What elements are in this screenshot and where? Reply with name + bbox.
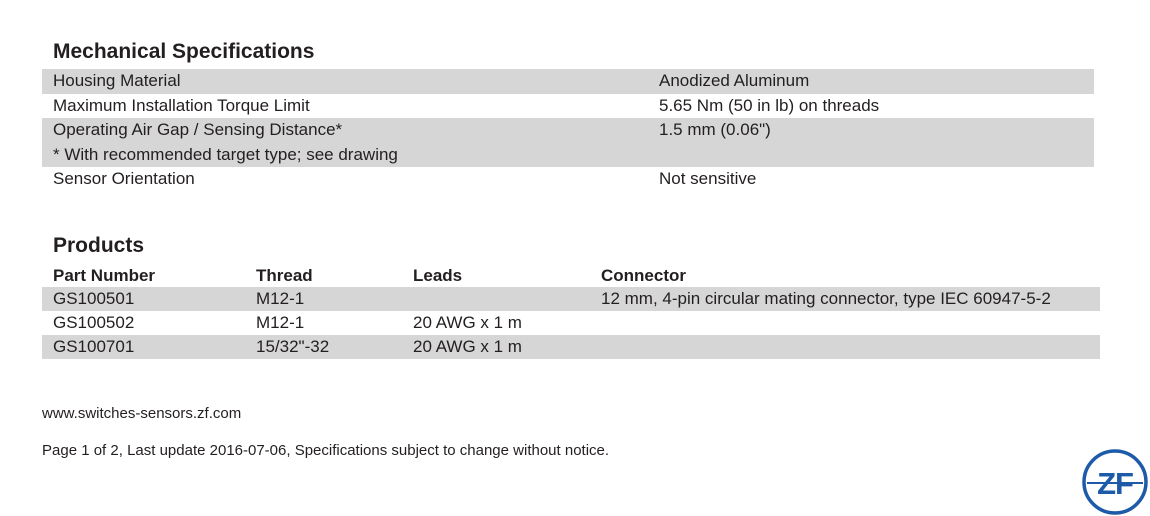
products-table (42, 265, 1100, 359)
thread-cell: 15/32"-32 (256, 337, 330, 356)
page-info: Page 1 of 2, Last update 2016-07-06, Specifications subject to change without notice. (42, 442, 610, 459)
part-number-cell: GS100502 (53, 313, 135, 332)
connector-cell (590, 335, 1100, 359)
spec-row-sensor-orientation (42, 167, 1094, 192)
spec-row-torque-limit (42, 94, 1094, 119)
mechanical-specifications-title: Mechanical Specifications (53, 40, 315, 63)
spec-footnote: * With recommended target type; see drawing (53, 144, 398, 164)
product-row (42, 335, 1100, 359)
mechanical-specifications-table (42, 69, 1094, 192)
product-row (42, 287, 1100, 311)
website-link[interactable]: www.switches-sensors.zf.com (42, 405, 242, 422)
thread-cell: M12-1 (256, 289, 305, 308)
spec-label: Sensor Orientation (53, 169, 195, 188)
spec-value: 5.65 Nm (50 in lb) on threads (659, 95, 880, 115)
spec-value: 1.5 mm (0.06") (659, 120, 771, 139)
spec-label-group (42, 118, 659, 167)
connector-cell (590, 311, 1100, 335)
spec-label: Housing Material (53, 71, 181, 90)
logo-text: ZF (1097, 466, 1133, 501)
column-header-thread: Thread (256, 266, 313, 285)
spec-row-air-gap (42, 118, 1094, 167)
products-header-row (42, 265, 1100, 287)
products-title: Products (53, 234, 145, 257)
leads-cell: 20 AWG x 1 m (413, 337, 522, 356)
spec-value: Not sensitive (659, 169, 757, 188)
spec-value: Anodized Aluminum (659, 71, 810, 90)
spec-label: Operating Air Gap / Sensing Distance* (53, 120, 343, 139)
leads-cell (402, 287, 590, 311)
column-header-connector: Connector (601, 266, 686, 285)
column-header-part-number: Part Number (53, 266, 156, 285)
part-number-cell: GS100501 (53, 289, 135, 308)
spec-row-housing-material (42, 69, 1094, 94)
zf-logo-icon (1081, 448, 1149, 516)
leads-cell: 20 AWG x 1 m (413, 313, 522, 332)
thread-cell: M12-1 (256, 313, 305, 332)
column-header-leads: Leads (413, 266, 463, 285)
spec-label: Maximum Installation Torque Limit (53, 95, 310, 115)
connector-cell: 12 mm, 4-pin circular mating connector, type IEC 60947-5-2 (601, 289, 1051, 308)
product-row (42, 311, 1100, 335)
part-number-cell: GS100701 (53, 337, 135, 356)
